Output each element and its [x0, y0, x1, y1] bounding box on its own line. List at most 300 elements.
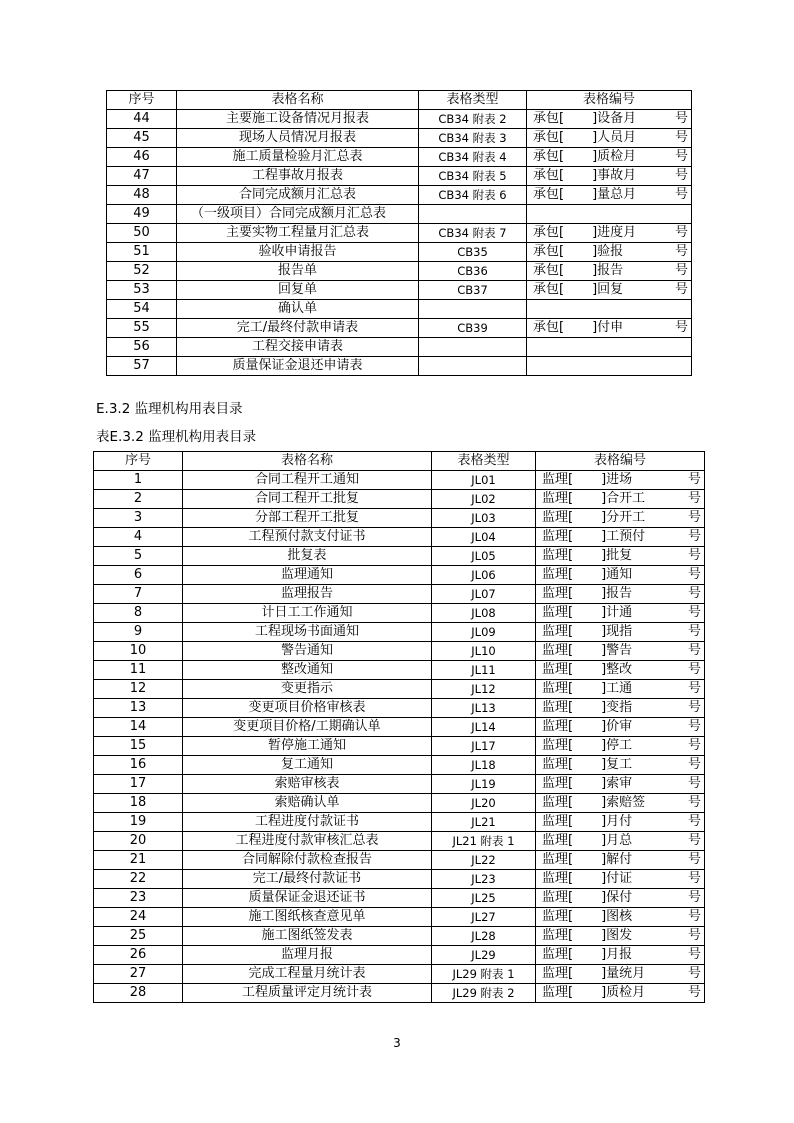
- code-middle: ]计通: [601, 605, 633, 620]
- row-number: 13: [94, 699, 183, 718]
- form-name: 整改通知: [183, 661, 432, 680]
- code-prefix: 监理[: [542, 643, 574, 658]
- form-type: JL29 附表 1: [432, 965, 536, 984]
- table-row: [107, 129, 692, 148]
- row-number: 44: [107, 110, 177, 129]
- code-suffix: 号: [674, 168, 688, 183]
- code-suffix: 号: [674, 263, 688, 278]
- row-number: 21: [94, 851, 183, 870]
- row-number: 45: [107, 129, 177, 148]
- table-row: [107, 319, 692, 338]
- form-code: [527, 129, 692, 148]
- code-middle: ]进度月: [592, 225, 637, 240]
- table-row: [107, 262, 692, 281]
- form-code: [527, 148, 692, 167]
- code-middle: ]索审: [601, 776, 633, 791]
- form-type: JL18: [432, 756, 536, 775]
- code-prefix: 承包[: [533, 187, 565, 202]
- code-prefix: 监理[: [542, 947, 574, 962]
- code-prefix: 监理[: [542, 890, 574, 905]
- row-number: 10: [94, 642, 183, 661]
- header-name: 表格名称: [183, 452, 432, 471]
- table-row: [94, 528, 705, 547]
- table-row: [94, 946, 705, 965]
- code-prefix: 承包[: [533, 168, 565, 183]
- row-number: 17: [94, 775, 183, 794]
- form-name: 合同解除付款检查报告: [183, 851, 432, 870]
- form-name: 监理报告: [183, 585, 432, 604]
- code-suffix: 号: [674, 244, 688, 259]
- code-middle: ]保付: [601, 890, 633, 905]
- code-prefix: 监理[: [542, 510, 574, 525]
- table-row: [107, 338, 692, 357]
- form-code: [536, 642, 705, 661]
- code-prefix: 监理[: [542, 491, 574, 506]
- code-suffix: 号: [674, 149, 688, 164]
- code-suffix: 号: [687, 928, 701, 943]
- row-number: 18: [94, 794, 183, 813]
- code-prefix: 监理[: [542, 966, 574, 981]
- form-code: [536, 509, 705, 528]
- form-code: [527, 205, 692, 224]
- code-suffix: 号: [687, 871, 701, 886]
- form-type: [419, 300, 527, 319]
- code-suffix: 号: [687, 472, 701, 487]
- code-middle: ]质检月: [592, 149, 637, 164]
- code-middle: ]量统月: [601, 966, 646, 981]
- table-row: [107, 205, 692, 224]
- form-name: 监理通知: [183, 566, 432, 585]
- code-prefix: 监理[: [542, 833, 574, 848]
- code-middle: ]报告: [592, 263, 624, 278]
- code-suffix: 号: [674, 225, 688, 240]
- row-number: 11: [94, 661, 183, 680]
- form-name: 验收申请报告: [177, 243, 419, 262]
- form-code: [527, 262, 692, 281]
- code-prefix: 监理[: [542, 681, 574, 696]
- form-code: [536, 889, 705, 908]
- form-type: JL21 附表 1: [432, 832, 536, 851]
- form-code: [536, 984, 705, 1003]
- row-number: 57: [107, 357, 177, 376]
- form-code: [527, 338, 692, 357]
- table-header-row: [107, 91, 692, 110]
- code-middle: ]现指: [601, 624, 633, 639]
- header-code: 表格编号: [536, 452, 705, 471]
- row-number: 48: [107, 186, 177, 205]
- table-row: [94, 471, 705, 490]
- code-prefix: 监理[: [542, 852, 574, 867]
- table-row: [94, 547, 705, 566]
- table-row: [94, 775, 705, 794]
- form-type: JL04: [432, 528, 536, 547]
- form-code: [536, 528, 705, 547]
- row-number: 54: [107, 300, 177, 319]
- form-type: CB37: [419, 281, 527, 300]
- code-prefix: 监理[: [542, 662, 574, 677]
- code-prefix: 监理[: [542, 814, 574, 829]
- code-suffix: 号: [687, 814, 701, 829]
- row-number: 9: [94, 623, 183, 642]
- code-prefix: 承包[: [533, 263, 565, 278]
- code-suffix: 号: [674, 130, 688, 145]
- form-type: JL14: [432, 718, 536, 737]
- form-code: [536, 471, 705, 490]
- code-suffix: 号: [687, 643, 701, 658]
- table-row: [107, 110, 692, 129]
- code-prefix: 监理[: [542, 548, 574, 563]
- code-prefix: 承包[: [533, 244, 565, 259]
- form-code: [536, 756, 705, 775]
- form-code: [536, 718, 705, 737]
- form-code: [527, 243, 692, 262]
- form-type: JL25: [432, 889, 536, 908]
- form-name: 合同工程开工通知: [183, 471, 432, 490]
- row-number: 15: [94, 737, 183, 756]
- table-row: [94, 851, 705, 870]
- form-name: 变更项目价格审核表: [183, 699, 432, 718]
- form-code: [527, 300, 692, 319]
- code-prefix: 监理[: [542, 624, 574, 639]
- form-type: JL20: [432, 794, 536, 813]
- code-suffix: 号: [687, 852, 701, 867]
- code-middle: ]人员月: [592, 130, 637, 145]
- table-header-row: [94, 452, 705, 471]
- row-number: 23: [94, 889, 183, 908]
- code-middle: ]工通: [601, 681, 633, 696]
- form-type: CB34 附表 6: [419, 186, 527, 205]
- code-middle: ]价审: [601, 719, 633, 734]
- form-type: CB39: [419, 319, 527, 338]
- form-type: CB34 附表 2: [419, 110, 527, 129]
- code-prefix: 监理[: [542, 605, 574, 620]
- table-row: [107, 243, 692, 262]
- form-name: 合同完成额月汇总表: [177, 186, 419, 205]
- page-number: 3: [393, 1036, 401, 1050]
- code-prefix: 监理[: [542, 738, 574, 753]
- section-heading: E.3.2 监理机构用表目录: [96, 401, 243, 417]
- form-type: CB34 附表 4: [419, 148, 527, 167]
- code-suffix: 号: [687, 491, 701, 506]
- code-middle: ]设备月: [592, 111, 637, 126]
- code-middle: ]月报: [601, 947, 633, 962]
- table-row: [94, 908, 705, 927]
- form-type: JL06: [432, 566, 536, 585]
- code-prefix: 承包[: [533, 320, 565, 335]
- code-suffix: 号: [674, 282, 688, 297]
- form-code: [536, 547, 705, 566]
- form-code: [536, 775, 705, 794]
- form-code: [536, 680, 705, 699]
- table-row: [94, 794, 705, 813]
- form-type: JL02: [432, 490, 536, 509]
- form-type: [419, 338, 527, 357]
- form-code: [527, 319, 692, 338]
- code-suffix: 号: [687, 719, 701, 734]
- code-middle: ]月付: [601, 814, 633, 829]
- header-name: 表格名称: [177, 91, 419, 110]
- table-row: [94, 813, 705, 832]
- code-suffix: 号: [687, 890, 701, 905]
- code-middle: ]警告: [601, 643, 633, 658]
- header-type: 表格类型: [419, 91, 527, 110]
- form-name: 复工通知: [183, 756, 432, 775]
- contractor-forms-table: [106, 90, 692, 376]
- row-number: 14: [94, 718, 183, 737]
- form-type: JL11: [432, 661, 536, 680]
- row-number: 24: [94, 908, 183, 927]
- form-type: CB34 附表 5: [419, 167, 527, 186]
- code-prefix: 监理[: [542, 567, 574, 582]
- form-name: 工程进度付款审核汇总表: [183, 832, 432, 851]
- code-middle: ]变指: [601, 700, 633, 715]
- code-prefix: 监理[: [542, 472, 574, 487]
- form-type: JL13: [432, 699, 536, 718]
- form-name: 现场人员情况月报表: [177, 129, 419, 148]
- form-name: 工程事故月报表: [177, 167, 419, 186]
- form-name: 主要施工设备情况月报表: [177, 110, 419, 129]
- form-name: 索赔审核表: [183, 775, 432, 794]
- form-code: [536, 699, 705, 718]
- code-middle: ]通知: [601, 567, 633, 582]
- code-middle: ]回复: [592, 282, 624, 297]
- table-row: [94, 623, 705, 642]
- code-prefix: 承包[: [533, 282, 565, 297]
- table-row: [107, 224, 692, 243]
- header-type: 表格类型: [432, 452, 536, 471]
- table-row: [94, 756, 705, 775]
- header-no: 序号: [94, 452, 183, 471]
- code-middle: ]复工: [601, 757, 633, 772]
- form-type: JL28: [432, 927, 536, 946]
- supervision-forms-table: [93, 451, 705, 1003]
- form-code: [536, 927, 705, 946]
- form-type: JL07: [432, 585, 536, 604]
- form-type: JL29 附表 2: [432, 984, 536, 1003]
- form-name: 施工图纸签发表: [183, 927, 432, 946]
- form-name: 工程质量评定月统计表: [183, 984, 432, 1003]
- form-type: JL21: [432, 813, 536, 832]
- table-row: [94, 604, 705, 623]
- code-middle: ]验报: [592, 244, 624, 259]
- code-middle: ]进场: [601, 472, 633, 487]
- code-prefix: 监理[: [542, 795, 574, 810]
- form-name: 工程进度付款证书: [183, 813, 432, 832]
- row-number: 51: [107, 243, 177, 262]
- form-code: [536, 794, 705, 813]
- code-suffix: 号: [687, 833, 701, 848]
- form-type: CB34 附表 3: [419, 129, 527, 148]
- code-middle: ]事故月: [592, 168, 637, 183]
- code-prefix: 监理[: [542, 757, 574, 772]
- code-suffix: 号: [687, 624, 701, 639]
- form-name: 完工/最终付款证书: [183, 870, 432, 889]
- table-row: [94, 984, 705, 1003]
- code-suffix: 号: [687, 985, 701, 1000]
- table-row: [94, 832, 705, 851]
- form-name: 工程交接申请表: [177, 338, 419, 357]
- row-number: 56: [107, 338, 177, 357]
- code-prefix: 监理[: [542, 928, 574, 943]
- form-name: 主要实物工程量月汇总表: [177, 224, 419, 243]
- form-type: [419, 357, 527, 376]
- form-code: [536, 585, 705, 604]
- table-row: [107, 186, 692, 205]
- code-suffix: 号: [687, 776, 701, 791]
- header-no: 序号: [107, 91, 177, 110]
- row-number: 3: [94, 509, 183, 528]
- table-row: [94, 870, 705, 889]
- code-suffix: 号: [687, 586, 701, 601]
- form-type: CB36: [419, 262, 527, 281]
- form-name: 质量保证金退还证书: [183, 889, 432, 908]
- code-middle: ]质检月: [601, 985, 646, 1000]
- form-type: JL09: [432, 623, 536, 642]
- code-suffix: 号: [674, 320, 688, 335]
- form-name: 施工质量检验月汇总表: [177, 148, 419, 167]
- form-name: 工程预付款支付证书: [183, 528, 432, 547]
- table-row: [107, 167, 692, 186]
- row-number: 4: [94, 528, 183, 547]
- row-number: 26: [94, 946, 183, 965]
- code-middle: ]付证: [601, 871, 633, 886]
- code-middle: ]付申: [592, 320, 624, 335]
- code-middle: ]停工: [601, 738, 633, 753]
- form-name: 报告单: [177, 262, 419, 281]
- form-code: [536, 623, 705, 642]
- code-prefix: 承包[: [533, 130, 565, 145]
- form-type: JL17: [432, 737, 536, 756]
- form-type: JL22: [432, 851, 536, 870]
- code-suffix: 号: [687, 529, 701, 544]
- form-type: CB34 附表 7: [419, 224, 527, 243]
- code-suffix: 号: [687, 757, 701, 772]
- code-middle: ]解付: [601, 852, 633, 867]
- form-type: [419, 205, 527, 224]
- form-code: [527, 110, 692, 129]
- form-name: 合同工程开工批复: [183, 490, 432, 509]
- row-number: 19: [94, 813, 183, 832]
- table-row: [94, 509, 705, 528]
- code-suffix: 号: [687, 738, 701, 753]
- table-row: [94, 642, 705, 661]
- form-name: 工程现场书面通知: [183, 623, 432, 642]
- table-row: [94, 661, 705, 680]
- code-suffix: 号: [687, 510, 701, 525]
- form-code: [536, 737, 705, 756]
- form-name: 回复单: [177, 281, 419, 300]
- table-row: [94, 566, 705, 585]
- code-middle: ]分开工: [601, 510, 646, 525]
- table-row: [94, 889, 705, 908]
- form-name: 警告通知: [183, 642, 432, 661]
- row-number: 46: [107, 148, 177, 167]
- code-prefix: 承包[: [533, 225, 565, 240]
- form-name: 施工图纸核查意见单: [183, 908, 432, 927]
- code-suffix: 号: [687, 662, 701, 677]
- row-number: 20: [94, 832, 183, 851]
- form-code: [536, 813, 705, 832]
- code-middle: ]工预付: [601, 529, 646, 544]
- code-prefix: 监理[: [542, 529, 574, 544]
- code-prefix: 承包[: [533, 149, 565, 164]
- form-name: （一级项目）合同完成额月汇总表: [177, 205, 419, 224]
- row-number: 12: [94, 680, 183, 699]
- form-name: 完成工程量月统计表: [183, 965, 432, 984]
- form-code: [536, 946, 705, 965]
- code-prefix: 监理[: [542, 985, 574, 1000]
- code-prefix: 监理[: [542, 871, 574, 886]
- form-code: [536, 908, 705, 927]
- row-number: 7: [94, 585, 183, 604]
- form-code: [536, 661, 705, 680]
- table-caption: 表E.3.2 监理机构用表目录: [96, 429, 257, 445]
- code-suffix: 号: [687, 681, 701, 696]
- table-row: [107, 281, 692, 300]
- form-type: CB35: [419, 243, 527, 262]
- form-code: [536, 870, 705, 889]
- form-type: JL23: [432, 870, 536, 889]
- form-code: [536, 490, 705, 509]
- code-suffix: 号: [687, 947, 701, 962]
- code-suffix: 号: [674, 111, 688, 126]
- code-prefix: 监理[: [542, 909, 574, 924]
- form-type: JL10: [432, 642, 536, 661]
- row-number: 52: [107, 262, 177, 281]
- row-number: 27: [94, 965, 183, 984]
- code-suffix: 号: [687, 795, 701, 810]
- form-type: JL01: [432, 471, 536, 490]
- form-name: 分部工程开工批复: [183, 509, 432, 528]
- code-middle: ]报告: [601, 586, 633, 601]
- code-suffix: 号: [687, 548, 701, 563]
- form-code: [527, 357, 692, 376]
- form-code: [527, 167, 692, 186]
- code-prefix: 监理[: [542, 719, 574, 734]
- form-code: [527, 186, 692, 205]
- row-number: 22: [94, 870, 183, 889]
- code-suffix: 号: [687, 700, 701, 715]
- form-code: [527, 281, 692, 300]
- row-number: 2: [94, 490, 183, 509]
- code-prefix: 监理[: [542, 776, 574, 791]
- code-prefix: 承包[: [533, 111, 565, 126]
- row-number: 6: [94, 566, 183, 585]
- form-name: 质量保证金退还申请表: [177, 357, 419, 376]
- row-number: 16: [94, 756, 183, 775]
- row-number: 55: [107, 319, 177, 338]
- table-row: [94, 585, 705, 604]
- code-prefix: 监理[: [542, 700, 574, 715]
- table-row: [107, 148, 692, 167]
- form-name: 完工/最终付款申请表: [177, 319, 419, 338]
- table-row: [107, 300, 692, 319]
- row-number: 49: [107, 205, 177, 224]
- form-code: [536, 566, 705, 585]
- form-name: 批复表: [183, 547, 432, 566]
- code-suffix: 号: [687, 909, 701, 924]
- row-number: 25: [94, 927, 183, 946]
- row-number: 8: [94, 604, 183, 623]
- form-name: 变更项目价格/工期确认单: [183, 718, 432, 737]
- form-code: [536, 965, 705, 984]
- form-type: JL19: [432, 775, 536, 794]
- form-name: 变更指示: [183, 680, 432, 699]
- table-row: [94, 490, 705, 509]
- table-row: [107, 357, 692, 376]
- form-type: JL03: [432, 509, 536, 528]
- code-middle: ]合开工: [601, 491, 646, 506]
